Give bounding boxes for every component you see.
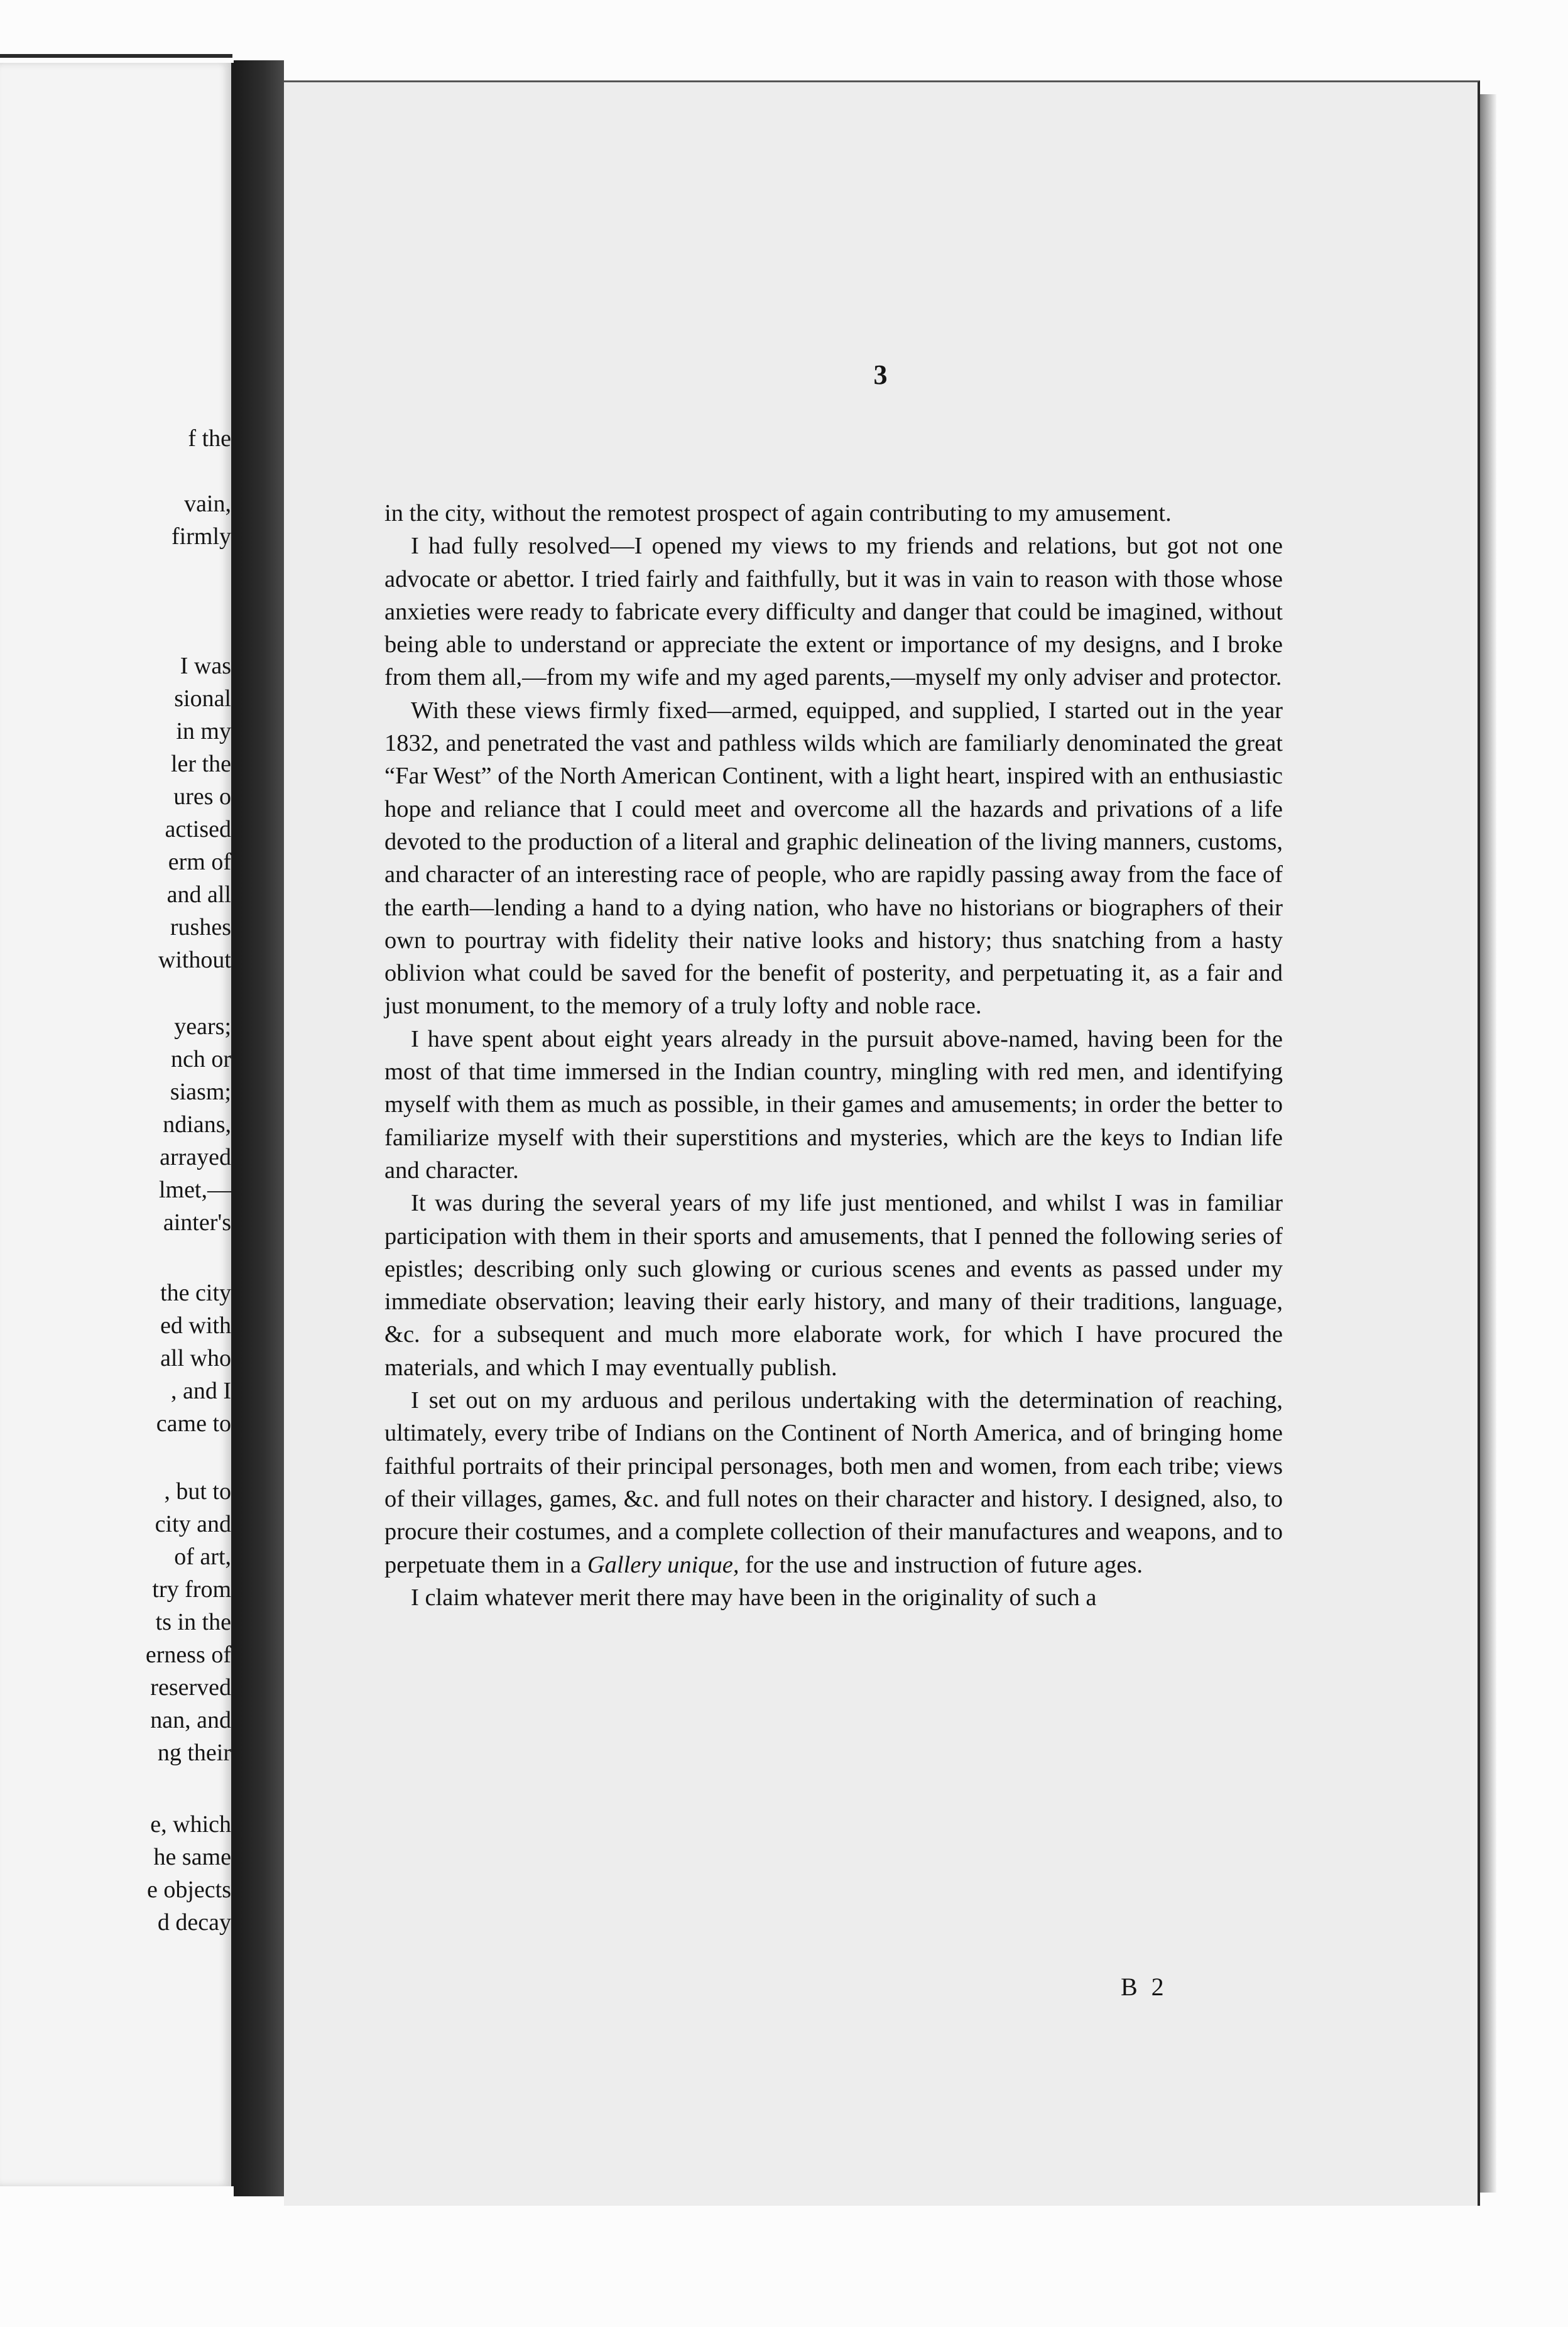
paragraph-text: for the use and instruction of future ages. <box>745 1551 1143 1578</box>
left-page-text-fragment: f the vain, firmly <box>172 425 231 550</box>
left-page-text-fragment: , but to city and of art, try from ts in the erness of reserved nan, and ng their <box>145 1478 231 1766</box>
page-edge-shadow <box>1478 94 1496 2193</box>
left-page-text-fragment: years; nch or siasm; ndians, arrayed lmet,— ainter's <box>158 1013 231 1236</box>
paragraph: I claim whatever merit there may have been in the originality of such a <box>411 1584 1097 1611</box>
paragraph <box>384 1384 1283 1581</box>
left-page-text-fragment: I was sional in my ler the ures o actised erm of and all rushes without <box>158 653 231 973</box>
page-edge-line <box>0 54 232 58</box>
page-number: 3 <box>873 359 888 390</box>
paragraph: I had fully resolved—I opened my views to my friends and relations, but got not one advocate or abettor. I tried fairly and faithfully, but it was in vain to reason with those whose anxieties were ready to fabricate every difficulty and danger that could be imagined, without being able to understand or appreciate the extent or importance of my designs, and I broke from them all,—from my wife and my aged parents,—myself my only adviser and protector. <box>384 533 1283 691</box>
book-gutter <box>234 60 284 2196</box>
paragraph: With these views firmly fixed—armed, equipped, and supplied, I started out in the year 1832, and penetrated the vast and pathless wilds which are familiarly denominated the great “Far West” of the North American Continent, with a light heart, inspired with an enthusiastic hope and reliance that I could meet and overcome all the hazards and privations of a life devoted to the production of a literal and graphic delineation of the living manners, customs, and character of an interesting race of people, who are rapidly passing away from the face of the earth—lending a hand to a dying nation, who have no historians or biographers of their own to pourtray with fidelity their native looks and history; thus snatching from a hasty oblivion what could be saved for the benefit of posterity, and perpetuating it, as a fair and just monument, to the memory of a truly lofty and noble race. <box>384 697 1283 1020</box>
right-page <box>284 80 1480 2206</box>
page-body <box>384 497 1283 1614</box>
paragraph: in the city, without the remotest prospect of again contributing to my amusement. <box>384 500 1172 526</box>
paragraph: It was during the several years of my life just mentioned, and whilst I was in familiar participation with them in their sports and amusements, that I penned the following series of epistles; describing only such glowing or curious scenes and events as passed under my immediate observation; leaving their early history, and many of their traditions, language, &c. for a subsequent and much more elaborate work, for which I have procured the materials, and which I may eventually publish. <box>384 1190 1283 1381</box>
left-facing-page <box>0 63 235 2186</box>
left-page-text-fragment: e, which he same e objects d decay <box>146 1811 231 1936</box>
left-page-text-fragment: the city ed with all who , and I came to <box>156 1280 231 1437</box>
paragraph: I have spent about eight years already in the pursuit above-named, having been for the most of that time immersed in the Indian country, mingling with red men, and identifying myself with them as much as possible, in their games and amusements; in order the better to familiarize myself with their superstitions and mysteries, which are the keys to Indian life and character. <box>384 1025 1283 1184</box>
paragraph-text: I set out on my arduous and perilous undertaking with the determination of reaching, ultimately, every tribe of Indians on the Continent of North America, and of bringing home faithful portraits of their principal personages, both men and women, from each tribe; views of their villages, games, &c. and full notes on their character and history. I designed, also, to procure their costumes, and a complete collection of their manufactures and weapons, and to perpetuate them in a <box>384 1387 1283 1578</box>
signature-mark: B 2 <box>1121 1973 1168 2001</box>
italic-phrase: Gallery unique, <box>587 1551 739 1578</box>
